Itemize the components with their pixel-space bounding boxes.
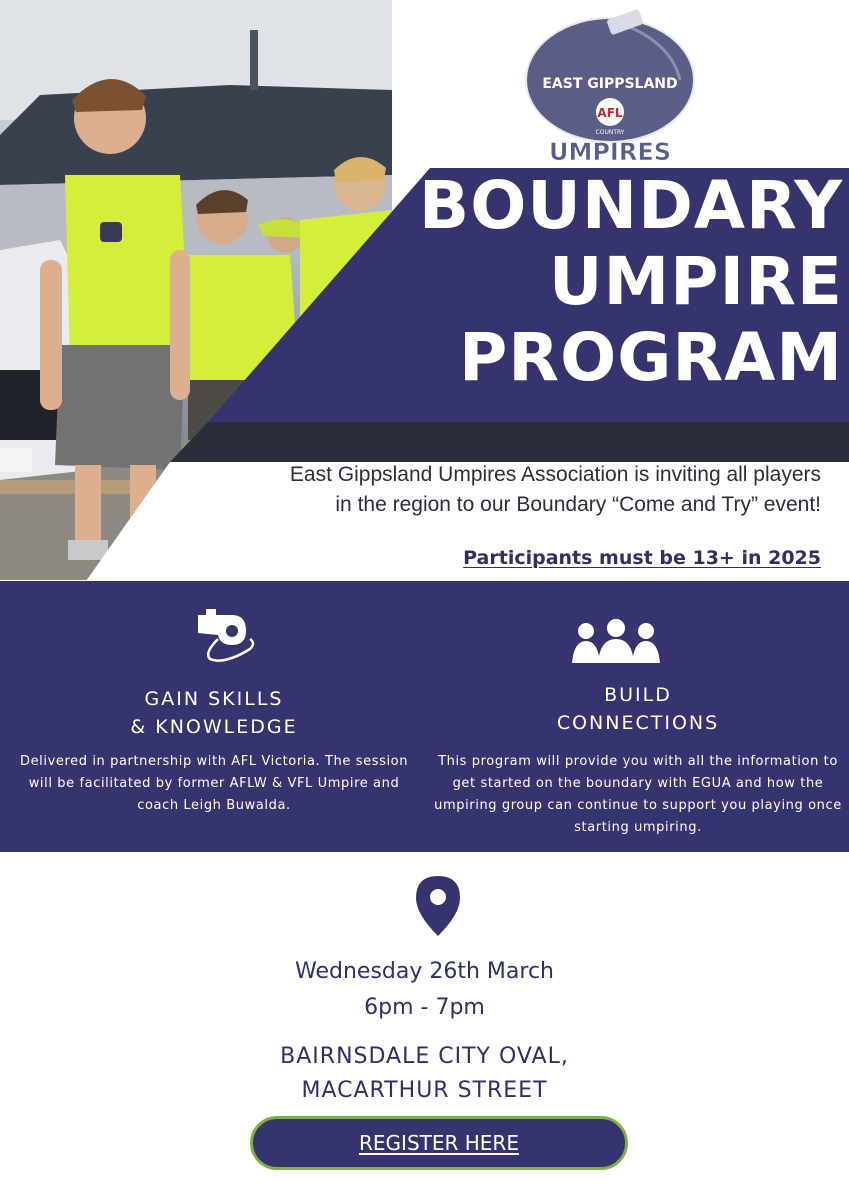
feature-title-line-1: GAIN SKILLS — [144, 688, 284, 710]
intro-line-1: East Gippsland Umpires Association is inviting all players — [289, 463, 821, 486]
register-button[interactable]: REGISTER HERE — [250, 1116, 628, 1170]
event-datetime — [0, 954, 849, 1026]
intro-text — [201, 460, 821, 520]
logo-top-text: EAST GIPPSLAND — [542, 76, 678, 92]
title-line-2: UMPIRE — [548, 243, 843, 320]
logo-bottom-text: UMPIRES — [548, 138, 672, 166]
age-requirement: Participants must be 13+ in 2025 — [463, 547, 821, 569]
feature-body: This program will provide you with all the information to get started on the boundary with EGUA and how the umpiring group can continue to support you playing once starting umpiring. — [434, 754, 842, 835]
people-group-icon — [570, 619, 662, 665]
feature-title — [428, 681, 848, 737]
logo-center-text: AFL — [597, 106, 623, 120]
intro-line-2: in the region to our Boundary “Come and Try” event! — [335, 493, 821, 516]
whistle-icon — [194, 609, 258, 665]
page-title — [283, 168, 843, 396]
feature-title — [14, 685, 414, 741]
features-section — [0, 581, 849, 852]
feature-title-line-2: & KNOWLEDGE — [130, 716, 298, 738]
title-line-3: PROGRAM — [458, 319, 843, 396]
logo-sub-text: COUNTRY — [595, 129, 625, 136]
event-venue — [0, 1040, 849, 1108]
egua-logo — [520, 8, 700, 166]
feature-body: Delivered in partnership with AFL Victoria. The session will be facilitated by former AFLW & VFL Umpire and coach Leigh Buwalda. — [19, 754, 409, 813]
venue-line-1: BAIRNSDALE CITY OVAL, — [280, 1044, 569, 1069]
event-date: Wednesday 26th March — [295, 959, 554, 984]
location-pin-icon — [416, 876, 460, 936]
feature-title-line-1: BUILD — [604, 684, 672, 706]
title-line-1: BOUNDARY — [418, 167, 843, 244]
venue-line-2: MACARTHUR STREET — [301, 1078, 548, 1103]
feature-title-line-2: CONNECTIONS — [556, 712, 720, 734]
event-time: 6pm - 7pm — [364, 995, 485, 1020]
